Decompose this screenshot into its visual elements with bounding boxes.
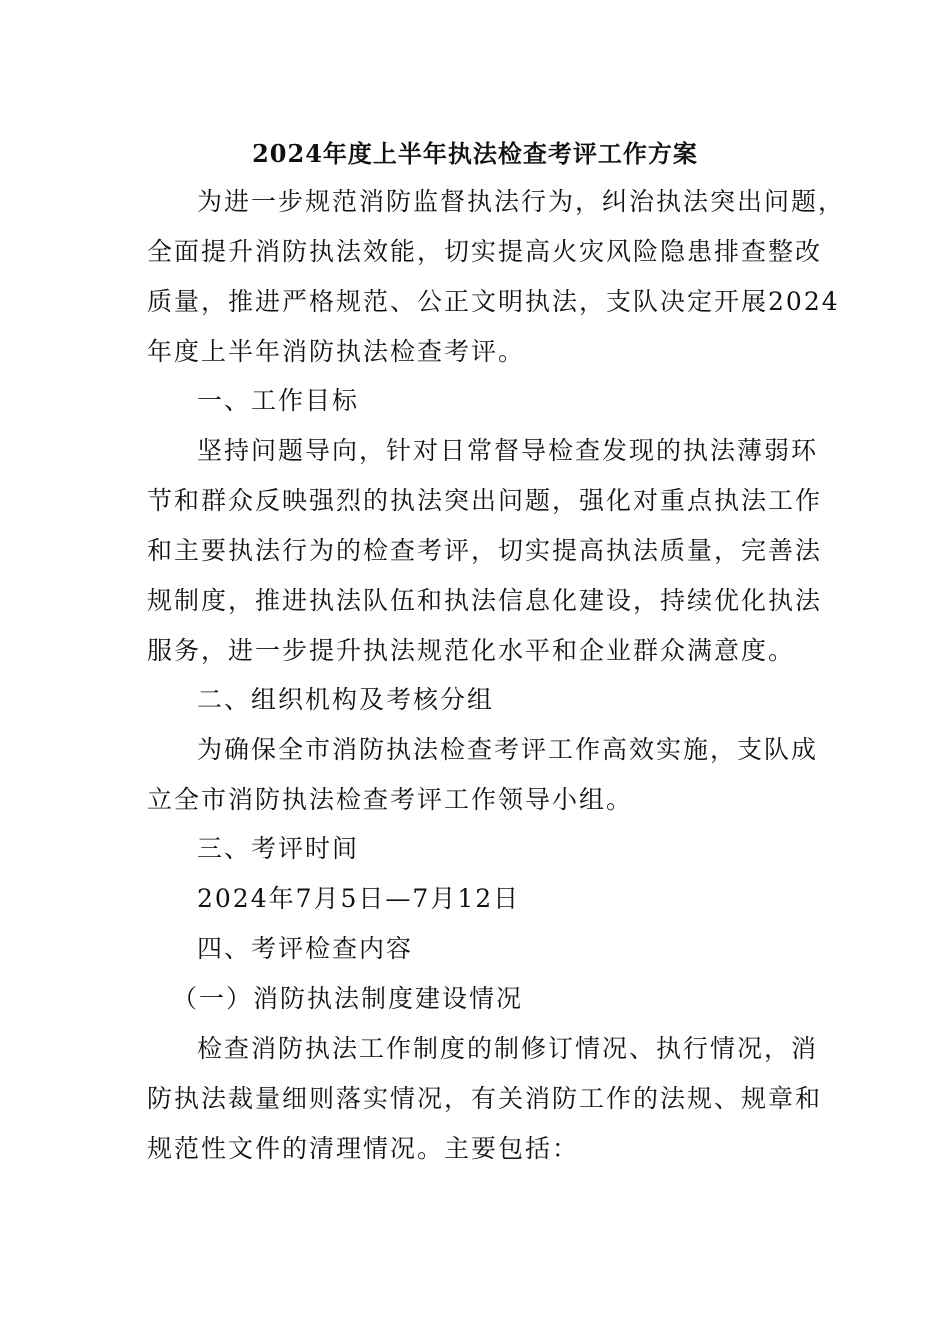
paragraph-line: 检查消防执法工作制度的制修订情况、执行情况，消: [197, 1034, 819, 1063]
paragraph-line: 规范性文件的清理情况。主要包括：: [147, 1134, 580, 1163]
paragraph-line: 服务，进一步提升执法规范化水平和企业群众满意度。: [147, 636, 796, 665]
paragraph-line: 质量，推进严格规范、公正文明执法，支队决定开展2024: [147, 287, 840, 316]
section-heading: 一、工作目标: [197, 386, 360, 415]
paragraph-line: 为确保全市消防执法检查考评工作高效实施，支队成: [197, 735, 819, 764]
paragraph-line: 全面提升消防执法效能，切实提高火灾风险隐患排查整改: [147, 237, 823, 266]
subsection-heading: （一）消防执法制度建设情况: [172, 984, 524, 1013]
paragraph-line: 和主要执法行为的检查考评，切实提高执法质量，完善法: [147, 536, 823, 565]
paragraph-line: 节和群众反映强烈的执法突出问题，强化对重点执法工作: [147, 486, 823, 515]
paragraph-line: 坚持问题导向，针对日常督导检查发现的执法薄弱环: [197, 436, 819, 465]
paragraph-line: 立全市消防执法检查考评工作领导小组。: [147, 785, 634, 814]
paragraph-line: 为进一步规范消防监督执法行为，纠治执法突出问题，: [197, 187, 846, 216]
paragraph-line: 2024年7月5日—7月12日: [197, 884, 521, 913]
section-heading: 四、考评检查内容: [197, 934, 414, 963]
section-heading: 二、组织机构及考核分组: [197, 685, 495, 714]
document-title: 2024年度上半年执法检查考评工作方案: [252, 139, 698, 168]
section-heading: 三、考评时间: [197, 834, 360, 863]
paragraph-line: 年度上半年消防执法检查考评。: [147, 337, 526, 366]
paragraph-line: 规制度，推进执法队伍和执法信息化建设，持续优化执法: [147, 586, 823, 615]
paragraph-line: 防执法裁量细则落实情况，有关消防工作的法规、规章和: [147, 1084, 823, 1113]
